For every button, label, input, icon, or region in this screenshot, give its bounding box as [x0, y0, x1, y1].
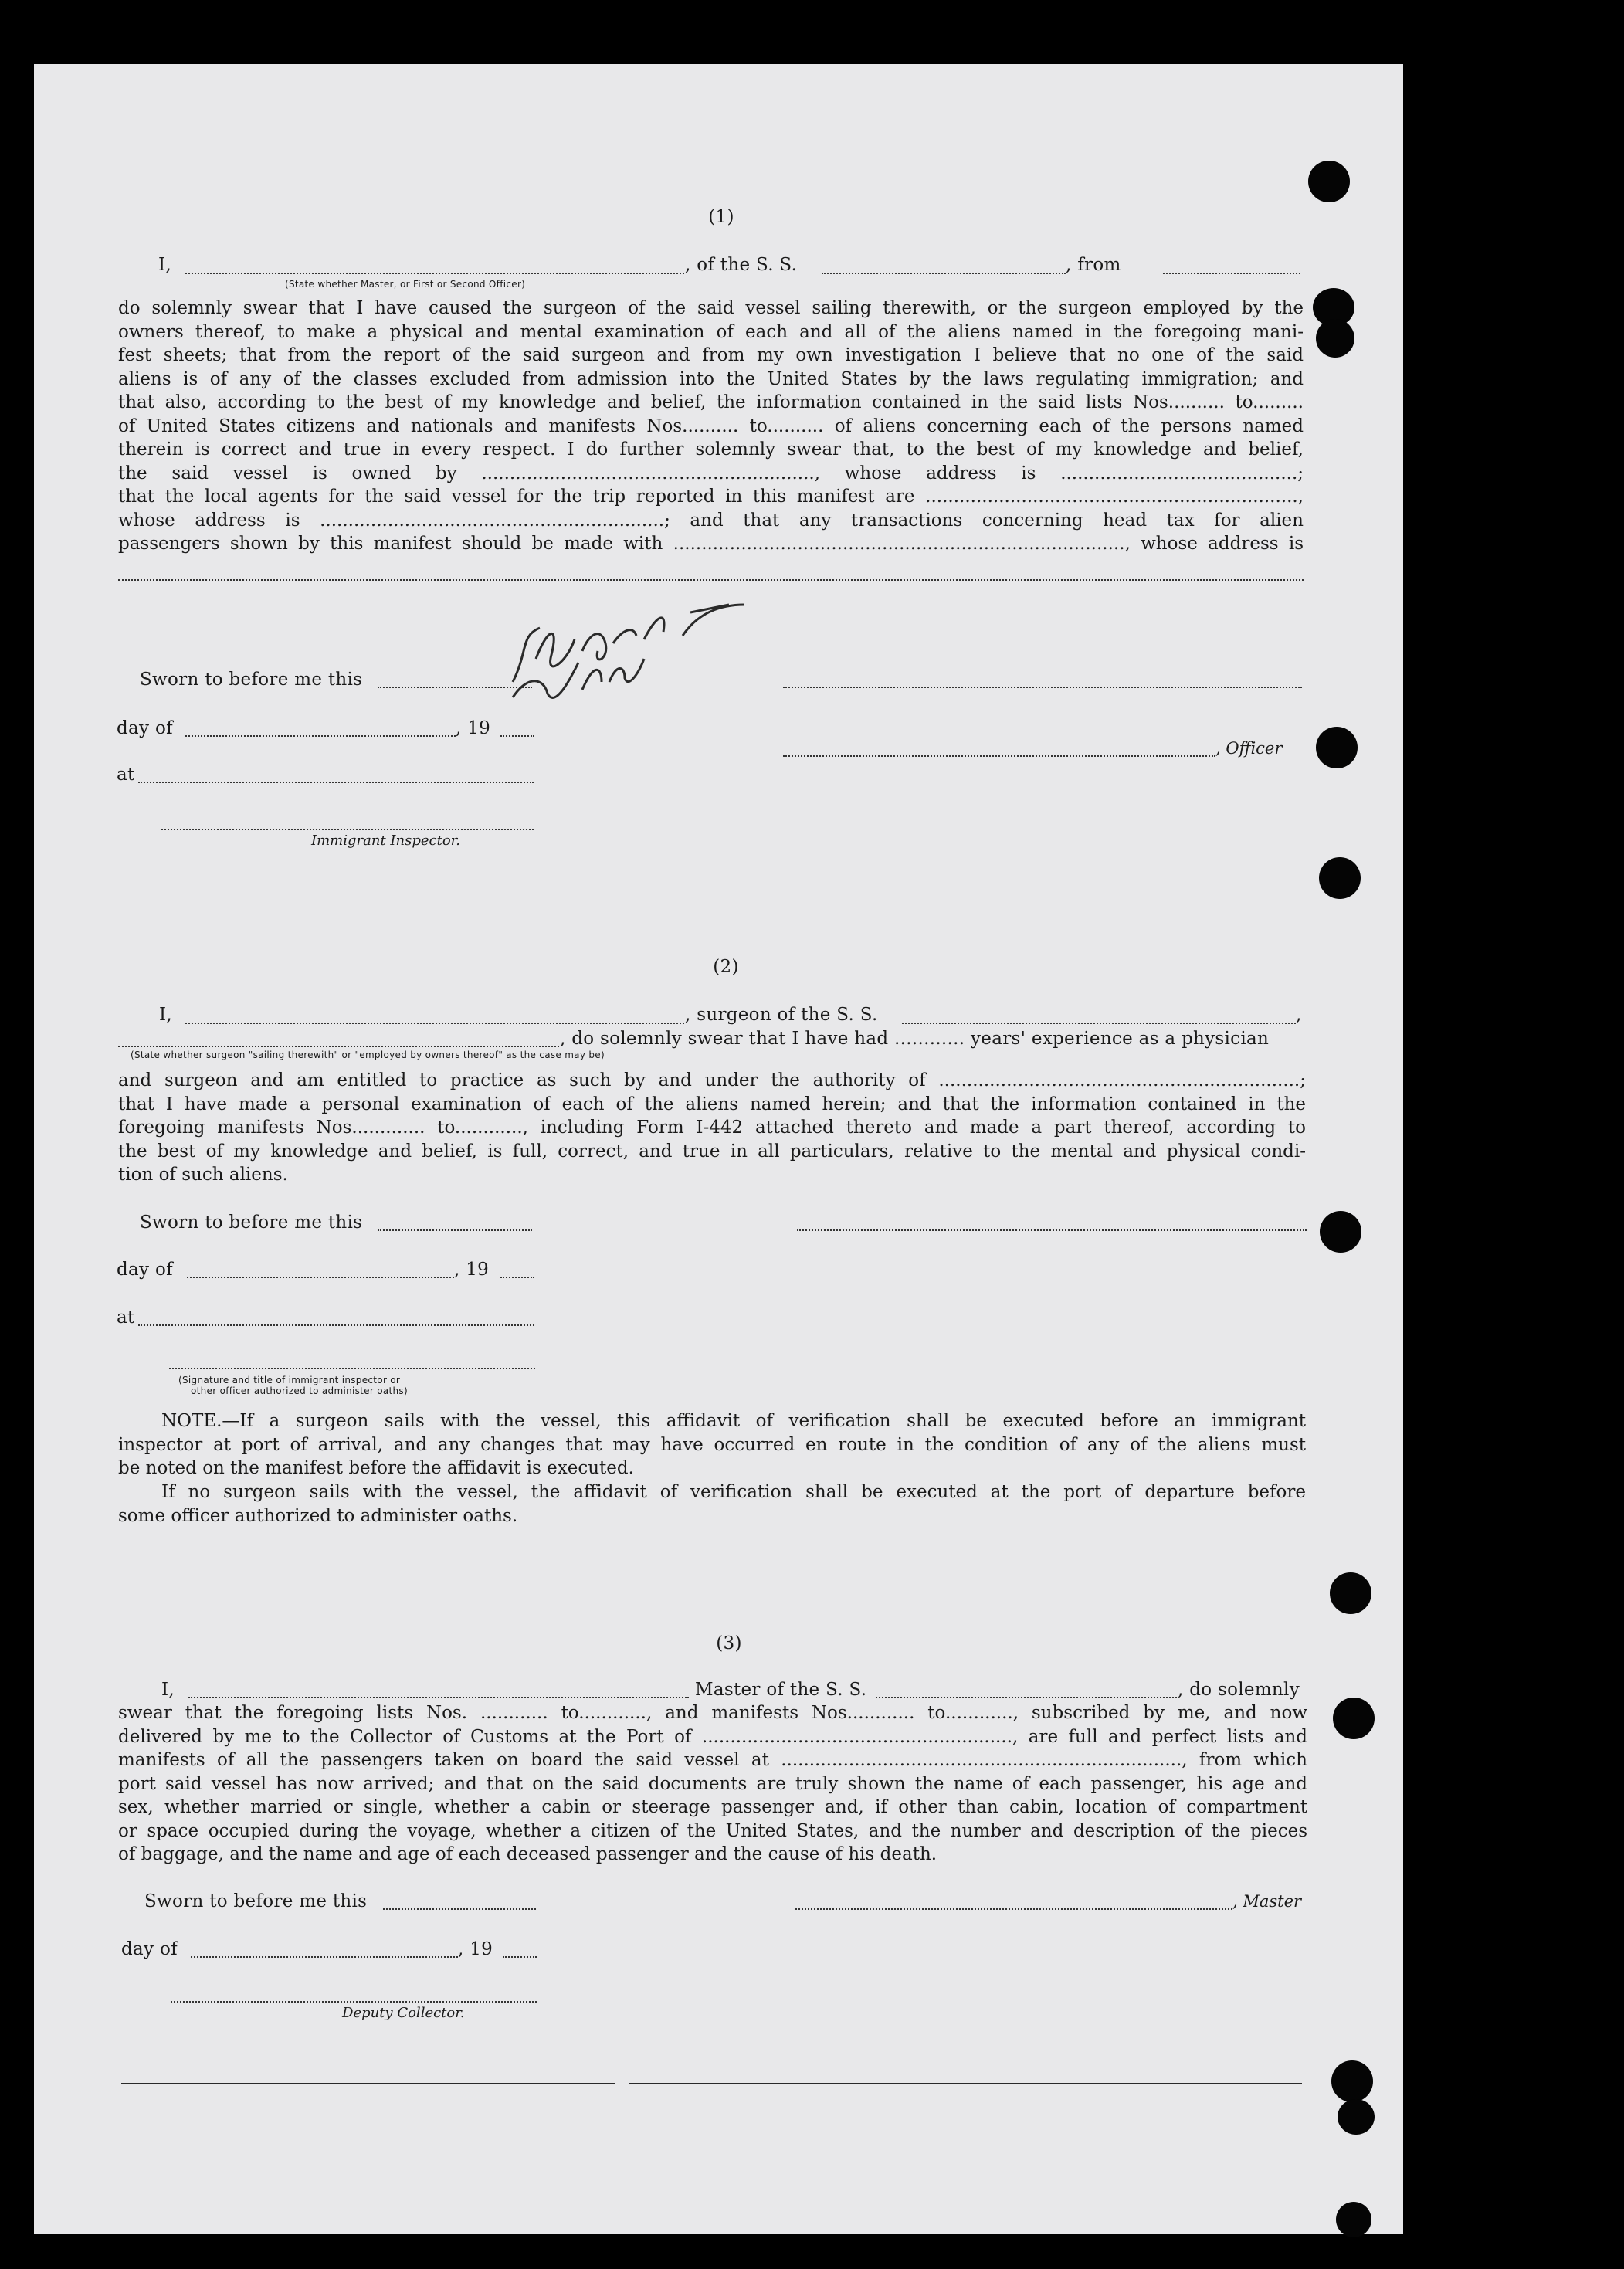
- blank-line: [503, 1956, 537, 1958]
- field-note: (State whether surgeon "sailing therewith" or "employed by owners thereof" as the case may be): [131, 1050, 605, 1060]
- blank-line: [876, 1697, 1177, 1698]
- signature-line: [171, 2001, 537, 2003]
- sworn-label: Sworn to before me this: [140, 670, 363, 690]
- blank-line: [185, 273, 684, 274]
- master-signature-label: , Master: [1232, 1892, 1302, 1911]
- section-number: (3): [716, 1633, 742, 1653]
- collector-label: Deputy Collector.: [342, 2005, 465, 2021]
- punch-hole: [1316, 727, 1358, 768]
- handwritten-signature: [466, 566, 791, 721]
- blank-line: [191, 1956, 458, 1958]
- note-paragraph: NOTE.—If a surgeon sails with the vessel, this affidavit of verification shall be executed before an immigrant inspector at port of arrival, and any changes that may have occurred en route in the condition of any of the aliens must be noted on the manifest before the affidavit is executed.: [118, 1411, 1306, 1478]
- blank-line: [185, 1023, 684, 1024]
- solemnly-label: , do solemnly: [1178, 1680, 1300, 1700]
- signature-line: [783, 755, 1215, 757]
- affiant-label: I,: [161, 1680, 175, 1700]
- inspector-label: Immigrant Inspector.: [311, 833, 461, 849]
- year-label: , 19: [458, 1939, 493, 1959]
- affiant-label: I,: [158, 255, 171, 275]
- at-label: at: [117, 765, 135, 785]
- master-label: Master of the S. S.: [695, 1680, 867, 1700]
- blank-line: [185, 735, 456, 737]
- blank-line: [378, 1229, 532, 1231]
- blank-line: [822, 273, 1066, 274]
- punch-hole: [1308, 161, 1350, 202]
- from-label: , from: [1066, 255, 1121, 275]
- bottom-rule: [629, 2083, 1302, 2084]
- section-number: (2): [713, 957, 739, 977]
- vessel-label: , of the S. S.: [685, 255, 798, 275]
- experience-line: , do solemnly swear that I have had ............ years' experience as a physician: [560, 1029, 1270, 1049]
- blank-line: [138, 782, 534, 783]
- sworn-label: Sworn to before me this: [140, 1213, 363, 1233]
- affiant-label: I,: [159, 1005, 172, 1025]
- signature-line: [795, 1908, 1232, 1910]
- field-note: (State whether Master, or First or Second Officer): [285, 279, 526, 290]
- section-number: (1): [708, 207, 734, 227]
- blank-line: [188, 1697, 689, 1698]
- blank-line: [378, 687, 532, 688]
- officer-label: , Officer: [1215, 739, 1283, 758]
- day-label: day of: [117, 718, 173, 738]
- punch-hole: [1338, 2099, 1375, 2135]
- oath-paragraph: do solemnly swear that I have caused the surgeon of the said vessel sailing therewith, or the surgeon employed by the owners thereof, to make a physical and mental examination of each and all of the aliens named in the foregoing mani- fest sheets; that from the report of the said surgeon and from my own investigation I believe that no one of the said aliens is of any of the classes excluded from admission into the United States by the laws regulating immigration; and that also, according to the best of my knowledge and belief, the information contained in the said lists Nos.......... to......... of United States citizens and nationals and manifests Nos.......... to.......... of aliens concerning each of the persons named therein is correct and true in every respect. I do further solemnly swear that, to the best of my knowledge and belief, the said vessel is owned by ..........................................................., whose address is ..........................................; that the local agents for the said vessel for the trip reported in this manifest are .................................................................., whose address is .............................................................; and that any transactions concerning head tax for alien passengers shown by this manifest should be made with ................................................................................, whose address is: [118, 298, 1304, 554]
- oath-paragraph: and surgeon and am entitled to practice as such by and under the authority of ................................................................; that I have made a personal examination of each of the aliens named herein; and that the information contained in the foregoing manifests Nos............. to............, including Form I-442 attached thereto and made a part thereof, according to the best of my knowledge and belief, is full, correct, and true in all particulars, relative to the mental and physical condi- tion of such aliens.: [118, 1070, 1306, 1185]
- signature-note: other officer authorized to administer oaths): [191, 1385, 408, 1396]
- day-label: day of: [121, 1939, 178, 1959]
- document-page: [34, 64, 1403, 2234]
- at-label: at: [117, 1307, 135, 1328]
- note-paragraph: If no surgeon sails with the vessel, the affidavit of verification shall be executed at the port of departure before some officer authorized to administer oaths.: [118, 1482, 1306, 1526]
- blank-line: [500, 735, 534, 737]
- signature-line: [169, 1368, 535, 1369]
- blank-line: [1163, 273, 1300, 274]
- signature-line: [783, 687, 1302, 688]
- punch-hole: [1331, 2060, 1373, 2102]
- signature-line: [161, 829, 534, 830]
- blank-line: [500, 1277, 534, 1278]
- surgeon-label: , surgeon of the S. S.: [685, 1005, 878, 1025]
- blank-line: [118, 1046, 559, 1047]
- blank-line: [383, 1908, 536, 1910]
- comma: ,: [1296, 1005, 1302, 1025]
- blank-line: [138, 1324, 534, 1326]
- punch-hole: [1320, 1211, 1361, 1253]
- oath-paragraph: swear that the foregoing lists Nos. ............ to............, and manifests Nos............ to............, subscribed by me, and now delivered by me to the Collector of Customs at the Port of ......................................................., are full and perfect lists and manifests of all the passengers taken on board the said vessel at ......................................................................., from which port said vessel has now arrived; and that on the said documents are truly shown the name of each passenger, his age and sex, whether married or single, whether a cabin or steerage passenger and, if other than cabin, location of compartment or space occupied during the voyage, whether a citizen of the United States, and the number and description of the pieces of baggage, and the name and age of each deceased passenger and the cause of his death.: [118, 1703, 1307, 1864]
- sworn-label: Sworn to before me this: [144, 1891, 368, 1911]
- punch-hole: [1330, 1572, 1371, 1614]
- bottom-rule: [121, 2083, 615, 2084]
- blank-line: [187, 1277, 454, 1278]
- year-label: , 19: [456, 718, 491, 738]
- punch-hole: [1333, 1698, 1375, 1739]
- punch-hole: [1319, 857, 1361, 899]
- day-label: day of: [117, 1260, 173, 1280]
- signature-note: (Signature and title of immigrant inspector or: [178, 1375, 401, 1385]
- punch-hole: [1316, 319, 1354, 358]
- year-label: , 19: [454, 1260, 490, 1280]
- blank-line: [902, 1023, 1296, 1024]
- signature-line: [797, 1229, 1307, 1231]
- punch-hole: [1336, 2202, 1371, 2237]
